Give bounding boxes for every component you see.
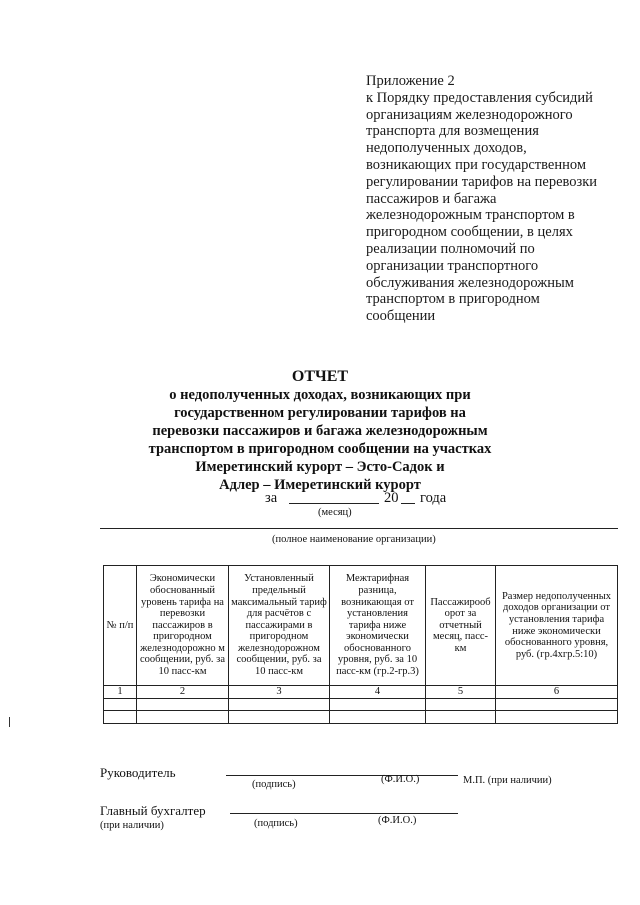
- period-suffix: года: [420, 490, 447, 506]
- column-number: 6: [496, 686, 618, 699]
- report-subtitle-line: Адлер – Имеретинский курорт: [219, 477, 421, 493]
- accountant-note: (при наличии): [100, 820, 164, 831]
- header-cell: Межтарифная разница, возникающая от установления тарифа ниже экономически обоснованного уровня, руб. за 10 пасс-км (гр.2-гр.3): [330, 566, 426, 686]
- column-number: 3: [229, 686, 330, 699]
- report-title: ОТЧЕТ: [291, 368, 349, 385]
- appendix-line: реализации полномочий по: [366, 240, 535, 257]
- appendix-line: Приложение 2: [366, 73, 455, 89]
- header-cell: Пассажирооб орот за отчетный месяц, пасс-км: [426, 566, 496, 686]
- year-blank-line: [401, 503, 415, 504]
- table-cell[interactable]: [137, 699, 229, 711]
- table-cell[interactable]: [426, 699, 496, 711]
- organization-caption: (полное наименование организации): [272, 534, 436, 545]
- table-cell[interactable]: [137, 711, 229, 724]
- column-number: 5: [426, 686, 496, 699]
- organization-name-line: [100, 528, 618, 529]
- head-signature-line: [226, 775, 458, 776]
- accountant-signature-line: [230, 813, 458, 814]
- table-cell[interactable]: [330, 711, 426, 724]
- acc-name-caption: (Ф.И.О.): [378, 815, 417, 826]
- column-number: 1: [104, 686, 137, 699]
- appendix-line: организации транспортного: [366, 257, 539, 274]
- table-cell[interactable]: [496, 699, 618, 711]
- report-title-block: [90, 368, 550, 494]
- table-cell[interactable]: [426, 711, 496, 724]
- period-year: 20: [384, 490, 399, 506]
- appendix-line: транспортом в пригородном: [366, 291, 540, 308]
- head-label: Руководитель: [100, 765, 176, 780]
- margin-mark: [9, 717, 10, 727]
- appendix-line: возникающих при государственном: [366, 156, 587, 173]
- report-subtitle-line: о недополученных доходах, возникающих при: [169, 387, 471, 403]
- table-row: [104, 711, 618, 724]
- appendix-line: к Порядку предоставления субсидий: [366, 89, 593, 106]
- header-cell: Размер недополученных доходов организации от установления тарифа ниже экономически обоснованного уровня, руб. (гр.4хгр.5:10): [496, 566, 618, 686]
- head-sign-caption: (подпись): [252, 779, 296, 790]
- table-cell[interactable]: [104, 711, 137, 724]
- appendix-line: транспорта для возмещения: [366, 123, 539, 140]
- accountant-label: Главный бухгалтер: [100, 803, 206, 818]
- table-number-row: [104, 686, 618, 699]
- table-cell[interactable]: [229, 699, 330, 711]
- head-name-caption: (Ф.И.О.): [381, 774, 420, 785]
- report-subtitle-line: транспортом в пригородном сообщении на участках: [148, 441, 492, 457]
- table-cell[interactable]: [104, 699, 137, 711]
- table-cell[interactable]: [496, 711, 618, 724]
- appendix-line: сообщении: [366, 308, 436, 325]
- column-number: 4: [330, 686, 426, 699]
- header-cell: Установленный предельный максимальный тариф для расчётов с пассажирами в пригородном железнодорожном сообщении, руб. за 10 пасс-км: [229, 566, 330, 686]
- appendix-block: [366, 73, 628, 325]
- report-table: [103, 565, 618, 724]
- header-cell: № п/п: [104, 566, 137, 686]
- report-subtitle-line: Имеретинский курорт – Эсто-Садок и: [195, 459, 445, 475]
- table-cell[interactable]: [229, 711, 330, 724]
- appendix-line: организациям железнодорожного: [366, 106, 573, 123]
- report-subtitle-line: перевозки пассажиров и багажа железнодорожным: [152, 423, 488, 439]
- appendix-line: пригородном сообщении, в целях: [366, 224, 573, 241]
- appendix-line: железнодорожным транспортом в: [366, 207, 575, 224]
- month-caption: (месяц): [318, 507, 352, 518]
- period-prefix: за: [265, 490, 278, 506]
- month-blank-line: [289, 503, 379, 504]
- appendix-line: регулировании тарифов на перевозки: [366, 173, 598, 190]
- appendix-line: обслуживания железнодорожным: [366, 274, 574, 291]
- report-subtitle-line: государственном регулировании тарифов на: [174, 405, 466, 421]
- appendix-line: недополученных доходов,: [366, 140, 527, 157]
- table-header-row: [104, 566, 618, 686]
- acc-sign-caption: (подпись): [254, 818, 298, 829]
- appendix-line: пассажиров и багажа: [366, 190, 497, 207]
- column-number: 2: [137, 686, 229, 699]
- table-cell[interactable]: [330, 699, 426, 711]
- header-cell: Экономически обоснованный уровень тарифа на перевозки пассажиров в пригородном железнодорожно м сообщении, руб. за 10 пасс-км: [137, 566, 229, 686]
- table-row: [104, 699, 618, 711]
- stamp-caption: М.П. (при наличии): [463, 775, 552, 786]
